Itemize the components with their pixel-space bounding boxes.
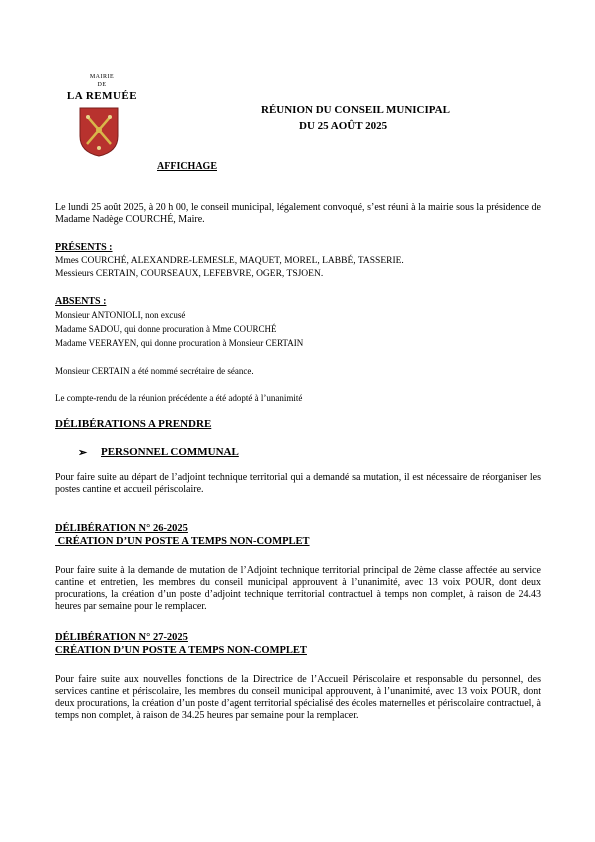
presents-line-men: Messieurs CERTAIN, COURSEAUX, LEFEBVRE, OGER, TSJOEN. [55, 269, 324, 279]
meeting-date: DU 25 AOÛT 2025 [299, 120, 388, 132]
absents-heading: ABSENTS : [55, 296, 107, 307]
absent-line-2: Madame SADOU, qui donne procuration à Mme COURCHÉ [55, 324, 277, 334]
delib-26-number: DÉLIBÉRATION N° 26-2025 [55, 523, 188, 534]
intro-paragraph: Le lundi 25 août 2025, à 20 h 00, le conseil municipal, légalement convoqué, s’est réuni à la mairie sous la présidence de Madame Nadège COURCHÉ, Maire. [55, 202, 541, 225]
town-name: LA REMUÉE [66, 90, 138, 102]
absent-line-3: Madame VEERAYEN, qui donne procuration à Monsieur CERTAIN [55, 338, 304, 348]
coat-of-arms-logo [78, 106, 120, 158]
delib-27-paragraph: Pour faire suite aux nouvelles fonctions de la Directrice de l’Accueil Périscolaire et responsable du personnel, des services cantine et périscolaire, les membres du conseil municipal approuvent, à l’unanimité, avec 13 voix POUR, dont deux procurations, la création d’un poste d’agent territorial spécialisé des écoles maternelles et périscolaire contractuel, à temps non complet, à raison de 34.25 heures par semaine pour la remplacer. [55, 674, 541, 721]
delib-26-title: CRÉATION D’UN POSTE A TEMPS NON-COMPLET [55, 536, 310, 547]
affichage-label: AFFICHAGE [157, 161, 217, 172]
de-label: DE [97, 82, 107, 88]
delib-26-paragraph: Pour faire suite à la demande de mutation de l’Adjoint technique territorial principal de 2ème classe affectée au service cantine et entretien, les membres du conseil municipal approuvent à l’unanimité, avec 13 voix POUR, dont deux procurations, la création d’un poste d’adjoint technique territorial contractuel à temps non complet, à raison de 24.43 heures par semaine pour le remplacer. [55, 565, 541, 612]
delib-27-number: DÉLIBÉRATION N° 27-2025 [55, 632, 188, 643]
deliberations-heading: DÉLIBÉRATIONS A PRENDRE [55, 418, 212, 430]
mairie-label: MAIRIE [89, 74, 115, 80]
personnel-heading: PERSONNEL COMMUNAL [101, 446, 239, 458]
presents-line-women: Mmes COURCHÉ, ALEXANDRE-LEMESLE, MAQUET, MOREL, LABBÉ, TASSERIE. [55, 256, 404, 266]
secretary-line: Monsieur CERTAIN a été nommé secrétaire de séance. [55, 366, 254, 376]
delib-27-title: CRÉATION D’UN POSTE A TEMPS NON-COMPLET [55, 645, 307, 656]
compte-rendu-line: Le compte-rendu de la réunion précédente a été adopté à l’unanimité [55, 393, 303, 403]
personnel-paragraph: Pour faire suite au départ de l’adjoint technique territorial qui a demandé sa mutation, il est nécessaire de réorganiser les postes cantine et accueil périscolaire. [55, 472, 541, 495]
arrow-bullet-icon: ➢ [78, 447, 88, 459]
absent-line-1: Monsieur ANTONIOLI, non excusé [55, 310, 186, 320]
meeting-title: RÉUNION DU CONSEIL MUNICIPAL [261, 104, 450, 116]
presents-heading: PRÉSENTS : [55, 242, 113, 253]
